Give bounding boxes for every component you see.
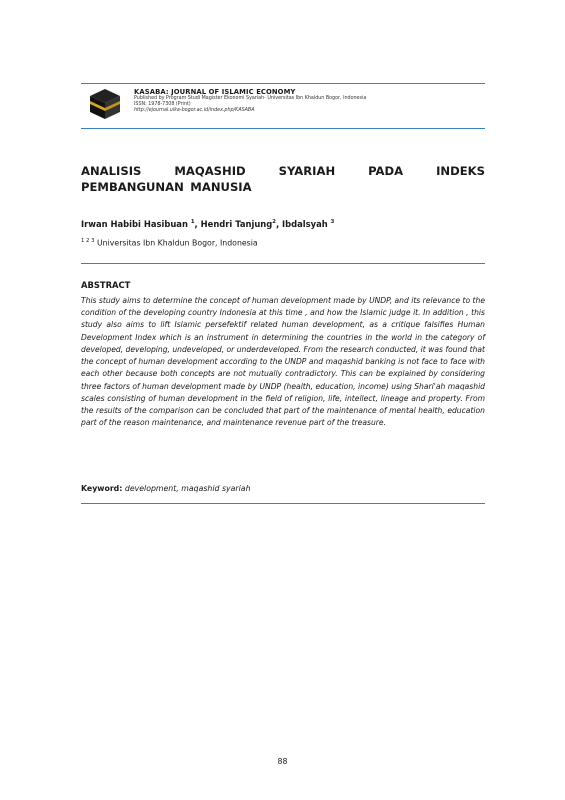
abstract-body: This study aims to determine the concept of human development made by UNDP, and its relevance to the condition of the developing country Indonesia at this time , and how the Islamic judge it. In addition , this study also aims to lift Islamic persefektif related human development, as a critique falsifies Human Development Index which is an instrument in determining the countries in the world in the category of developed, developing, undeveloped, or underdeveloped. From the research conducted, it was found that the concept of human development according to the UNDP and maqashid banking is not face to face with each other because both concepts are not mutually contradictory. This can be explained by considering three factors of human development made by UNDP (health, education, income) using Shari'ah maqashid scales consisting of human development in the field of religion, life, intellect, lineage and property. From the results of the comparison can be concluded that part of the maintenance of mental health, education part of the reason maintenance, and maintenance revenue part of the treasure. [81,296,486,428]
section-rule [81,263,485,264]
page-number: 88 [277,757,288,766]
journal-issn: ISSN: 1978-7308 (Print) [134,102,191,108]
header-bottom-rule [81,128,485,129]
journal-name: KASABA: JOURNAL OF ISLAMIC ECONOMY [134,88,296,96]
affiliation-marks: 1 2 3 [81,238,95,244]
author-name: Ibdalsyah [282,219,328,229]
author-name: Hendri Tanjung [200,219,273,229]
author-list [81,219,334,229]
article-title: ANALISIS MAQASHID SYARIAH PADA INDEKS PEMBANGUNAN MANUSIA [81,164,485,195]
keyword-line [81,484,251,493]
author-separator: , [275,219,283,229]
keyword-label: Keyword: [81,484,123,493]
journal-header [134,88,484,114]
author-mark: 3 [330,219,335,226]
author-name: Irwan Habibi Hasibuan [81,219,188,229]
journal-url[interactable]: http://ejournal.uika-bogor.ac.id/index.php/KASABA [134,108,255,114]
author-separator: , [194,219,201,229]
author-affiliation [81,238,258,248]
abstract-heading: ABSTRACT [81,280,131,290]
author-mark: 2 [272,219,276,226]
keyword-values: development, maqashid syariah [124,484,251,493]
abstract-bottom-rule [81,503,485,504]
kaaba-logo-icon [88,87,122,121]
author-mark: 1 [190,219,195,226]
header-top-rule [81,83,485,84]
journal-publisher: Published by Program Studi Magister Ekonomi Syariah- Universitas Ibn Khaldun Bogor, Indonesia [134,96,367,102]
affiliation-text: Universitas Ibn Khaldun Bogor, Indonesia [96,238,258,248]
